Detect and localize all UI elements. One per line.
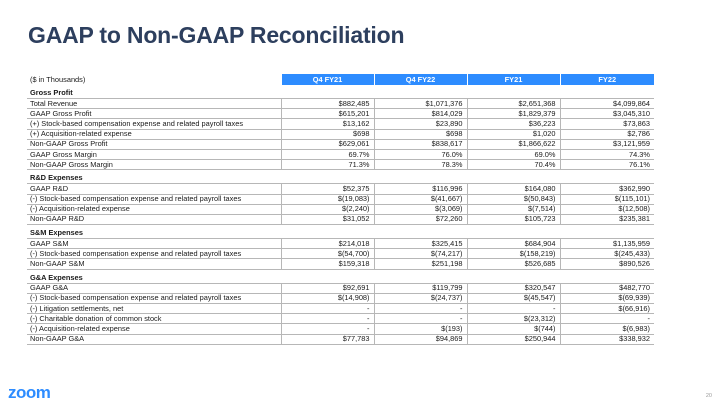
unit-label: ($ in Thousands) xyxy=(30,74,86,84)
row-value: $(744) xyxy=(467,324,560,334)
row-value: $838,617 xyxy=(374,139,467,149)
table-row xyxy=(27,293,654,303)
row-value: $629,061 xyxy=(281,139,374,149)
row-value: 70.4% xyxy=(467,160,560,170)
row-value: - xyxy=(281,324,374,334)
row-label: (-) Stock-based compensation expense and related payroll taxes xyxy=(27,293,281,303)
row-label: Non-GAAP Gross Margin xyxy=(27,160,281,170)
table-row xyxy=(27,184,654,194)
row-value: $(19,083) xyxy=(281,194,374,204)
row-value: $338,932 xyxy=(560,334,654,344)
table-row xyxy=(27,324,654,334)
row-label: GAAP S&M xyxy=(27,239,281,249)
table-row xyxy=(27,119,654,129)
row-value: $(3,069) xyxy=(374,204,467,214)
row-value: $698 xyxy=(374,129,467,139)
row-value: $320,547 xyxy=(467,283,560,293)
row-value: $(50,843) xyxy=(467,194,560,204)
section-header-row xyxy=(27,225,654,239)
page-number: 20 xyxy=(705,393,712,399)
row-label: (-) Acquisition-related expense xyxy=(27,204,281,214)
row-value: $105,723 xyxy=(467,214,560,224)
row-value: $(54,700) xyxy=(281,249,374,259)
section-header-row xyxy=(27,269,654,283)
row-label: GAAP Gross Profit xyxy=(27,109,281,119)
row-label: Non-GAAP G&A xyxy=(27,334,281,344)
row-value: $164,080 xyxy=(467,184,560,194)
row-value: $615,201 xyxy=(281,109,374,119)
table-row xyxy=(27,239,654,249)
row-value: $(45,547) xyxy=(467,293,560,303)
row-value: $3,045,310 xyxy=(560,109,654,119)
row-value: $(115,101) xyxy=(560,194,654,204)
row-label: (-) Litigation settlements, net xyxy=(27,304,281,314)
row-value: $13,162 xyxy=(281,119,374,129)
row-value: $(7,514) xyxy=(467,204,560,214)
row-value: $251,198 xyxy=(374,259,467,269)
column-header: Q4 FY21 xyxy=(281,74,374,85)
table-row xyxy=(27,99,654,109)
row-label: (-) Stock-based compensation expense and related payroll taxes xyxy=(27,249,281,259)
row-label: (+) Stock-based compensation expense and related payroll taxes xyxy=(27,119,281,129)
row-value: $116,996 xyxy=(374,184,467,194)
row-value: $(24,737) xyxy=(374,293,467,303)
table-row xyxy=(27,149,654,159)
table-row xyxy=(27,334,654,344)
row-value: $159,318 xyxy=(281,259,374,269)
table-row xyxy=(27,259,654,269)
section-header-row xyxy=(27,85,654,99)
row-value: $362,990 xyxy=(560,184,654,194)
table-row xyxy=(27,139,654,149)
row-value: - xyxy=(374,314,467,324)
row-value: $814,029 xyxy=(374,109,467,119)
row-value: $(158,219) xyxy=(467,249,560,259)
row-value: 69.0% xyxy=(467,149,560,159)
row-label: Total Revenue xyxy=(27,99,281,109)
reconciliation-table xyxy=(27,74,654,345)
row-value: $1,866,622 xyxy=(467,139,560,149)
row-value: $214,018 xyxy=(281,239,374,249)
row-value: $(69,939) xyxy=(560,293,654,303)
section-title: G&A Expenses xyxy=(27,269,654,283)
row-value: $526,685 xyxy=(467,259,560,269)
row-value: $(23,312) xyxy=(467,314,560,324)
row-value: $482,770 xyxy=(560,283,654,293)
table-row xyxy=(27,109,654,119)
section-title: Gross Profit xyxy=(27,85,654,99)
table-row xyxy=(27,214,654,224)
row-value: $890,526 xyxy=(560,259,654,269)
column-header: FY22 xyxy=(560,74,654,85)
row-value: 76.1% xyxy=(560,160,654,170)
row-value: $(2,240) xyxy=(281,204,374,214)
row-value: $235,381 xyxy=(560,214,654,224)
row-value: $2,651,368 xyxy=(467,99,560,109)
table-row xyxy=(27,204,654,214)
table-row xyxy=(27,283,654,293)
row-value: $4,099,864 xyxy=(560,99,654,109)
row-value: $36,223 xyxy=(467,119,560,129)
table-header-row xyxy=(27,74,654,85)
row-value: $250,944 xyxy=(467,334,560,344)
row-label: Non-GAAP S&M xyxy=(27,259,281,269)
row-value: $23,890 xyxy=(374,119,467,129)
row-value: $1,135,959 xyxy=(560,239,654,249)
table-row xyxy=(27,249,654,259)
zoom-logo: zoom xyxy=(8,383,51,402)
row-value: $119,799 xyxy=(374,283,467,293)
row-value: 78.3% xyxy=(374,160,467,170)
row-value: $52,375 xyxy=(281,184,374,194)
row-label: Non-GAAP Gross Profit xyxy=(27,139,281,149)
row-value: $77,783 xyxy=(281,334,374,344)
row-value: - xyxy=(560,314,654,324)
row-value: $(6,983) xyxy=(560,324,654,334)
row-value: $882,485 xyxy=(281,99,374,109)
row-value: $(12,508) xyxy=(560,204,654,214)
row-value: $698 xyxy=(281,129,374,139)
row-value: $2,786 xyxy=(560,129,654,139)
column-header: Q4 FY22 xyxy=(374,74,467,85)
row-value: $72,260 xyxy=(374,214,467,224)
row-label: (-) Acquisition-related expense xyxy=(27,324,281,334)
row-value: $(41,667) xyxy=(374,194,467,204)
table-row xyxy=(27,314,654,324)
row-label: (+) Acquisition-related expense xyxy=(27,129,281,139)
row-value: $(245,433) xyxy=(560,249,654,259)
row-value: $(74,217) xyxy=(374,249,467,259)
column-header: FY21 xyxy=(467,74,560,85)
row-value: 76.0% xyxy=(374,149,467,159)
row-label: GAAP Gross Margin xyxy=(27,149,281,159)
row-value: $73,863 xyxy=(560,119,654,129)
section-header-row xyxy=(27,170,654,184)
row-label: (-) Stock-based compensation expense and related payroll taxes xyxy=(27,194,281,204)
row-value: $31,052 xyxy=(281,214,374,224)
section-title: S&M Expenses xyxy=(27,225,654,239)
row-value: $92,691 xyxy=(281,283,374,293)
section-title: R&D Expenses xyxy=(27,170,654,184)
row-value: 74.3% xyxy=(560,149,654,159)
row-value: $1,071,376 xyxy=(374,99,467,109)
row-value: $94,869 xyxy=(374,334,467,344)
row-value: - xyxy=(374,304,467,314)
row-value: $(193) xyxy=(374,324,467,334)
row-value: $325,415 xyxy=(374,239,467,249)
row-label: (-) Charitable donation of common stock xyxy=(27,314,281,324)
table-row xyxy=(27,304,654,314)
row-value: $(14,908) xyxy=(281,293,374,303)
row-value: $1,829,379 xyxy=(467,109,560,119)
table-row xyxy=(27,160,654,170)
row-label: GAAP G&A xyxy=(27,283,281,293)
table-row xyxy=(27,194,654,204)
row-value: - xyxy=(281,314,374,324)
row-value: $1,020 xyxy=(467,129,560,139)
row-value: - xyxy=(281,304,374,314)
row-value: $3,121,959 xyxy=(560,139,654,149)
row-value: - xyxy=(467,304,560,314)
page-title: GAAP to Non-GAAP Reconciliation xyxy=(28,22,405,48)
row-label: Non-GAAP R&D xyxy=(27,214,281,224)
row-value: 71.3% xyxy=(281,160,374,170)
row-value: $684,904 xyxy=(467,239,560,249)
table-row xyxy=(27,129,654,139)
row-value: $(66,916) xyxy=(560,304,654,314)
row-label: GAAP R&D xyxy=(27,184,281,194)
row-value: 69.7% xyxy=(281,149,374,159)
